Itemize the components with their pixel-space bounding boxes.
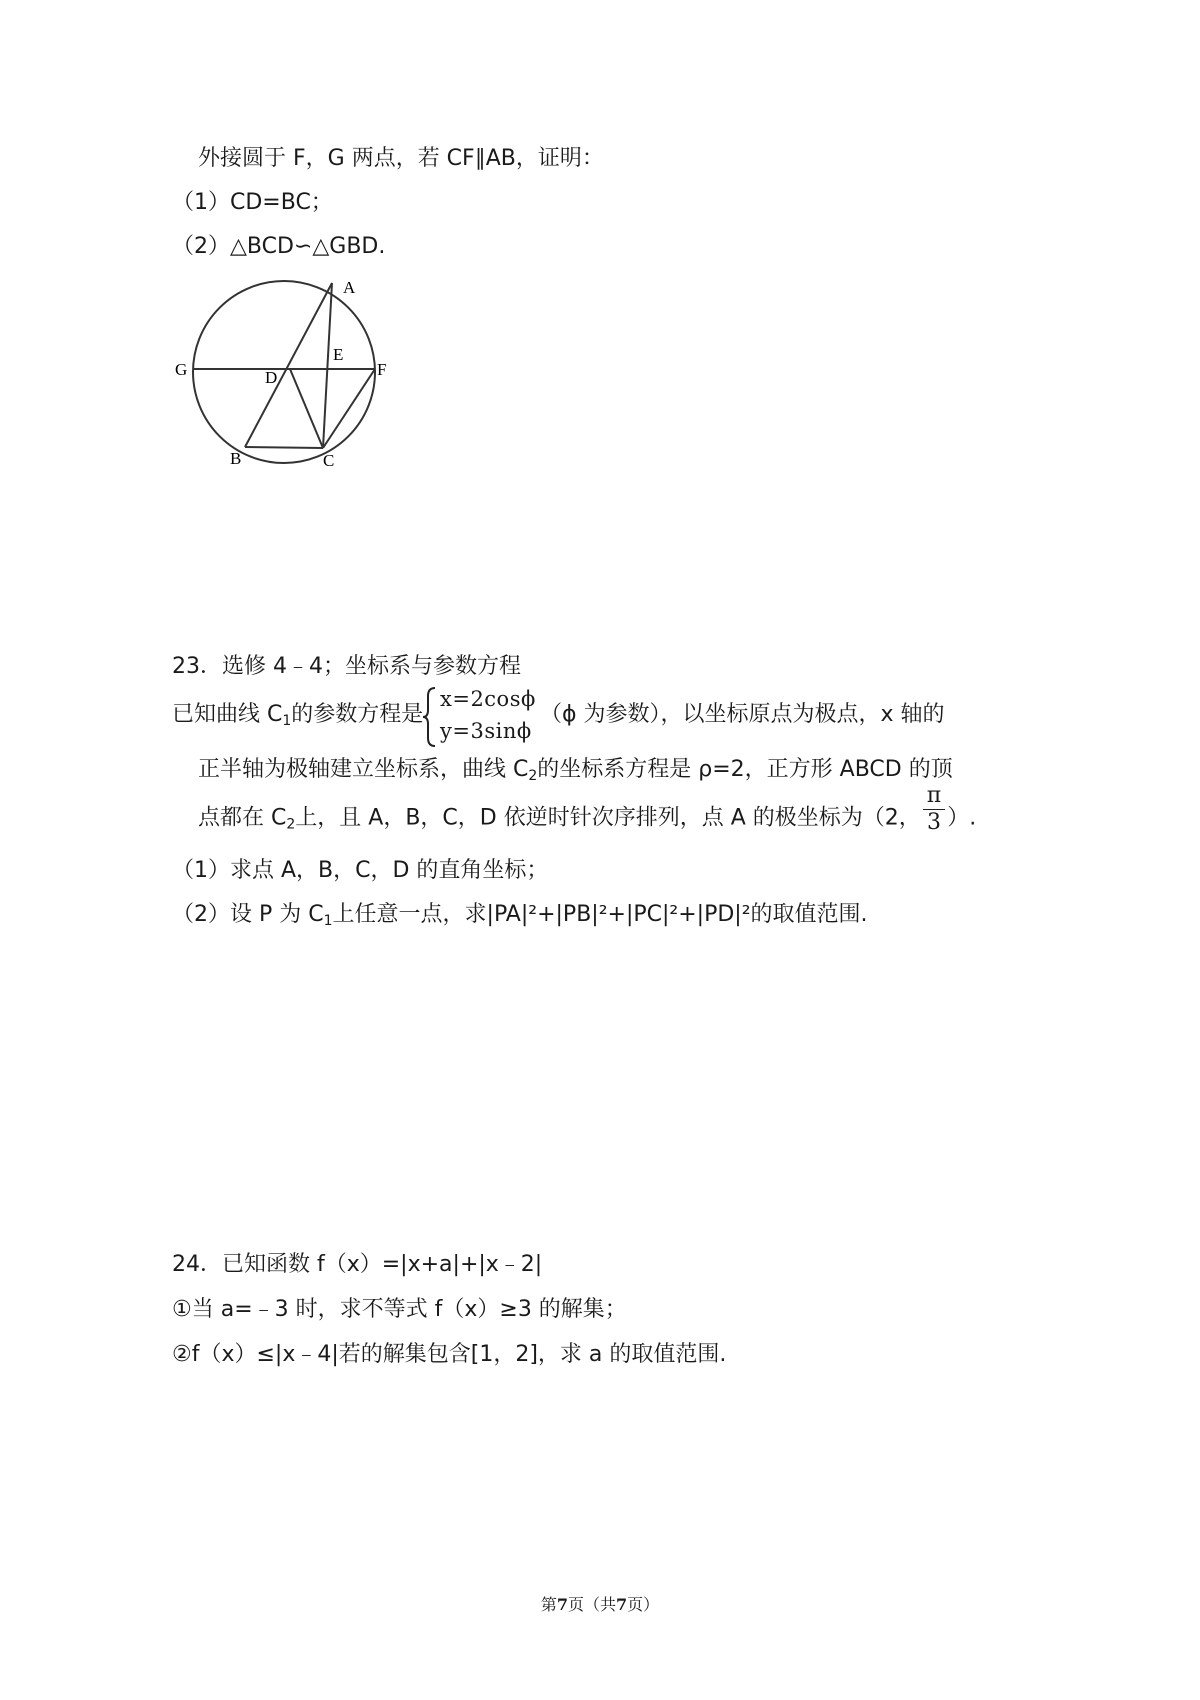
segment-ab <box>245 283 332 447</box>
footer-total-pages: 7 <box>616 1595 628 1614</box>
q23-part2-sub: 1 <box>323 913 333 929</box>
footer-pre: 第 <box>540 1595 557 1614</box>
page-footer <box>0 1592 1200 1615</box>
q24-part1: ①当 a=﹣3 时，求不等式 f（x）≥3 的解集； <box>172 1297 627 1322</box>
q23-line3-sub: 2 <box>286 816 296 833</box>
segment-bc <box>245 447 323 448</box>
label-a: A <box>343 278 356 297</box>
q24-part2: ②f（x）≤|x﹣4|若的解集包含[1，2]，求 a 的取值范围. <box>172 1342 727 1367</box>
q23-line1-pre: 已知曲线 C <box>172 702 283 727</box>
param-eq-x: x=2cosϕ <box>440 687 536 711</box>
q23-line1-post: （ϕ 为参数），以坐标原点为极点，x 轴的 <box>540 702 945 727</box>
label-f: F <box>377 360 387 379</box>
q23-line2-sub: 2 <box>528 768 538 784</box>
label-b: B <box>230 449 242 468</box>
q23-line3-pre: 点都在 C <box>198 805 287 831</box>
q23-line2 <box>198 755 953 785</box>
pi-over-3-fraction <box>923 783 945 836</box>
q23-line1-sub: 1 <box>282 713 292 729</box>
q23-line3 <box>198 783 977 836</box>
q23-line2-post: 的坐标系方程是 ρ=2，正方形 ABCD 的顶 <box>537 757 953 782</box>
q23-line3-mid: 上，且 A，B，C，D 依逆时针次序排列，点 A 的极坐标为（2， <box>295 805 921 831</box>
label-g: G <box>175 360 188 379</box>
footer-page-number: 7 <box>556 1595 568 1614</box>
q23-part2-post: 上任意一点，求|PA|²+|PB|²+|PC|²+|PD|²的取值范围. <box>332 902 868 927</box>
left-brace <box>422 686 438 748</box>
label-c: C <box>323 451 335 470</box>
segment-ac <box>323 283 332 448</box>
footer-post: 页） <box>627 1595 660 1614</box>
q22-continuation: 外接圆于 F，G 两点，若 CF∥AB，证明： <box>198 146 604 171</box>
fraction-denominator: 3 <box>926 810 941 835</box>
q23-line2-pre: 正半轴为极轴建立坐标系，曲线 C <box>198 757 529 782</box>
q23-part2-pre: （2）设 P 为 C <box>172 902 324 927</box>
q22-part1: （1）CD=BC； <box>172 190 333 215</box>
segment-dc <box>290 369 323 448</box>
fraction-numerator: π <box>923 783 945 810</box>
q23-line1-start <box>172 700 423 730</box>
q23-line1-mid: 的参数方程是 <box>291 702 424 727</box>
param-eq-y: y=3sinϕ <box>440 719 532 743</box>
q23-title: 23．选修 4﹣4；坐标系与参数方程 <box>172 654 521 679</box>
q24-title: 24．已知函数 f（x）=|x+a|+|x﹣2| <box>172 1252 543 1277</box>
label-e: E <box>333 345 344 364</box>
q23-part1: （1）求点 A，B，C，D 的直角坐标； <box>172 858 549 883</box>
q23-line3-post: ）. <box>947 805 977 831</box>
label-d: D <box>265 368 278 387</box>
q23-part2 <box>172 900 868 930</box>
footer-mid: 页（共 <box>567 1595 616 1614</box>
circle-figure <box>170 268 410 478</box>
q22-part2: （2）△BCD∽△GBD. <box>172 234 386 259</box>
